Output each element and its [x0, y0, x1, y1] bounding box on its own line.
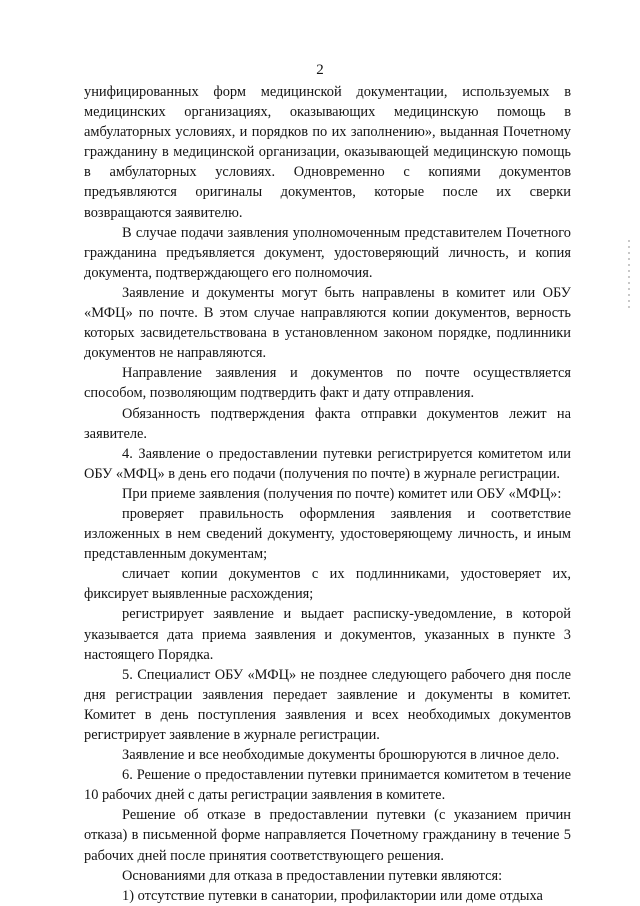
document-body [84, 82, 571, 906]
scan-margin-mark [628, 240, 630, 310]
paragraph-mail-submission: Заявление и документы могут быть направлены в комитет или ОБУ «МФЦ» по почте. В этом случае направляются копии документов, верность которых засвидетельствована в установленном законом порядке, подлинники документов не направляются. [84, 284, 571, 362]
paragraph-checks-application: проверяет правильность оформления заявления и соответствие изложенных в нем сведений документу, удостоверяющему личность, и иным представленным документам; [84, 505, 571, 563]
paragraph-ground-1: 1) отсутствие путевки в санатории, профилактории или доме отдыха [122, 887, 543, 904]
paragraph-representative: В случае подачи заявления уполномоченным представителем Почетного гражданина предъявляется документ, удостоверяющий личность, и копия документа, подтверждающего его полномочия. [84, 224, 571, 281]
paragraph-clause-6: 6. Решение о предоставлении путевки принимается комитетом в течение 10 рабочих дней с даты регистрации заявления в комитете. [84, 767, 571, 804]
paragraph-mail-method: Направление заявления и документов по почте осуществляется способом, позволяющим подтвердить факт и дату отправления. [84, 365, 571, 402]
paragraph-proof-obligation: Обязанность подтверждения факта отправки документов лежит на заявителе. [84, 405, 571, 442]
paragraph-registers-application: регистрирует заявление и выдает расписку-уведомление, в которой указывается дата приема заявления и документов, указанных в пункте 3 настоящего Порядка. [84, 606, 571, 663]
paragraph-refusal-grounds: Основаниями для отказа в предоставлении путевки являются: [122, 867, 503, 884]
paragraph-personal-file: Заявление и все необходимые документы брошюруются в личное дело. [122, 747, 560, 764]
paragraph-clause-4: 4. Заявление о предоставлении путевки регистрируется комитетом или ОБУ «МФЦ» в день его подачи (получения по почте) в журнале регистрации. [84, 445, 571, 482]
paragraph-clause-5: 5. Специалист ОБУ «МФЦ» не позднее следующего рабочего дня после дня регистрации заявления передает заявление и документы в комитет. Комитет в день поступления заявления и всех необходимых документов регистрирует заявление в журнале регистрации. [84, 666, 571, 743]
paragraph-refusal-decision: Решение об отказе в предоставлении путевки (с указанием причин отказа) в письменной форме направляется Почетному гражданину в течение 5 рабочих дней после принятия соответствующего решения. [84, 807, 571, 864]
page-number: 2 [316, 62, 324, 78]
paragraph-continuation: унифицированных форм медицинской документации, используемых в медицинских организациях, оказывающих медицинскую помощь в амбулаторных условиях, и порядков по их заполнению», выданная Почетному гражданину в медицинской организации, оказывающей медицинскую помощь в амбулаторных условиях. Одновременно с копиями документов предъявляются оригиналы документов, которые после их сверки возвращаются заявителю. [84, 84, 571, 221]
paragraph-compares-copies: сличает копии документов с их подлинниками, удостоверяет их, фиксирует выявленные расхождения; [84, 566, 571, 603]
paragraph-on-receipt: При приеме заявления (получения по почте) комитет или ОБУ «МФЦ»: [122, 485, 562, 502]
